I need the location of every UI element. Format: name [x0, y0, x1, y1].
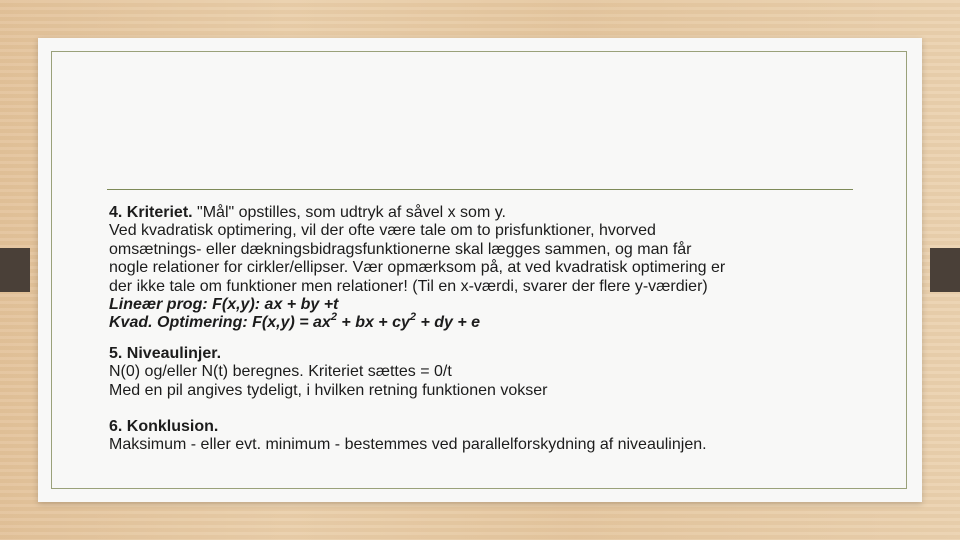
exponent: 2: [330, 311, 337, 324]
conclusion-text-line: Maksimum - eller evt. minimum - bestemmes ved parallelforskydning af niveaulinjen.: [109, 436, 707, 454]
quadratic-formula-part: + dy + e: [416, 314, 481, 332]
slide: [38, 38, 922, 502]
criterion-text-line: omsætnings- eller dækningsbidragsfunktionerne skal lægges sammen, og man får: [109, 240, 692, 258]
criterion-heading: 4. Kriteriet.: [109, 204, 193, 221]
quadratic-formula-part: + bx + cy: [336, 314, 410, 332]
level-lines-text-line: Med en pil angives tydeligt, i hvilken retning funktionen vokser: [109, 381, 548, 399]
section-criterion: [109, 204, 869, 333]
section-level-lines: [109, 345, 869, 400]
criterion-heading-line: [109, 204, 869, 222]
level-lines-heading: 5. Niveaulinjer.: [109, 344, 222, 362]
exponent: 2: [409, 311, 417, 324]
right-edge-tab: [930, 248, 960, 292]
linear-formula: Lineær prog: F(x,y): ax + by +t: [109, 296, 339, 314]
criterion-text-line: Ved kvadratisk optimering, vil der ofte være tale om to prisfunktioner, hvorved: [109, 222, 656, 240]
criterion-text-line: der ikke tale om funktioner men relationer! (Til en x-værdi, svarer der flere y-værdier): [109, 277, 708, 295]
level-lines-text-line: N(0) og/eller N(t) beregnes. Kriteriet sættes = 0/t: [109, 363, 452, 381]
slide-body: [109, 204, 869, 455]
quadratic-formula: [109, 311, 869, 332]
left-edge-tab: [0, 248, 30, 292]
quadratic-formula-part: Kvad. Optimering: F(x,y) = ax: [109, 314, 331, 332]
conclusion-heading: 6. Konklusion.: [109, 418, 219, 436]
criterion-heading-text: "Mål" opstilles, som udtryk af såvel x som y.: [192, 204, 506, 221]
criterion-text-line: nogle relationer for cirkler/ellipser. Vær opmærksom på, at ved kvadratisk optimering er: [109, 259, 726, 277]
section-conclusion: [109, 418, 869, 455]
title-divider: [107, 189, 853, 190]
